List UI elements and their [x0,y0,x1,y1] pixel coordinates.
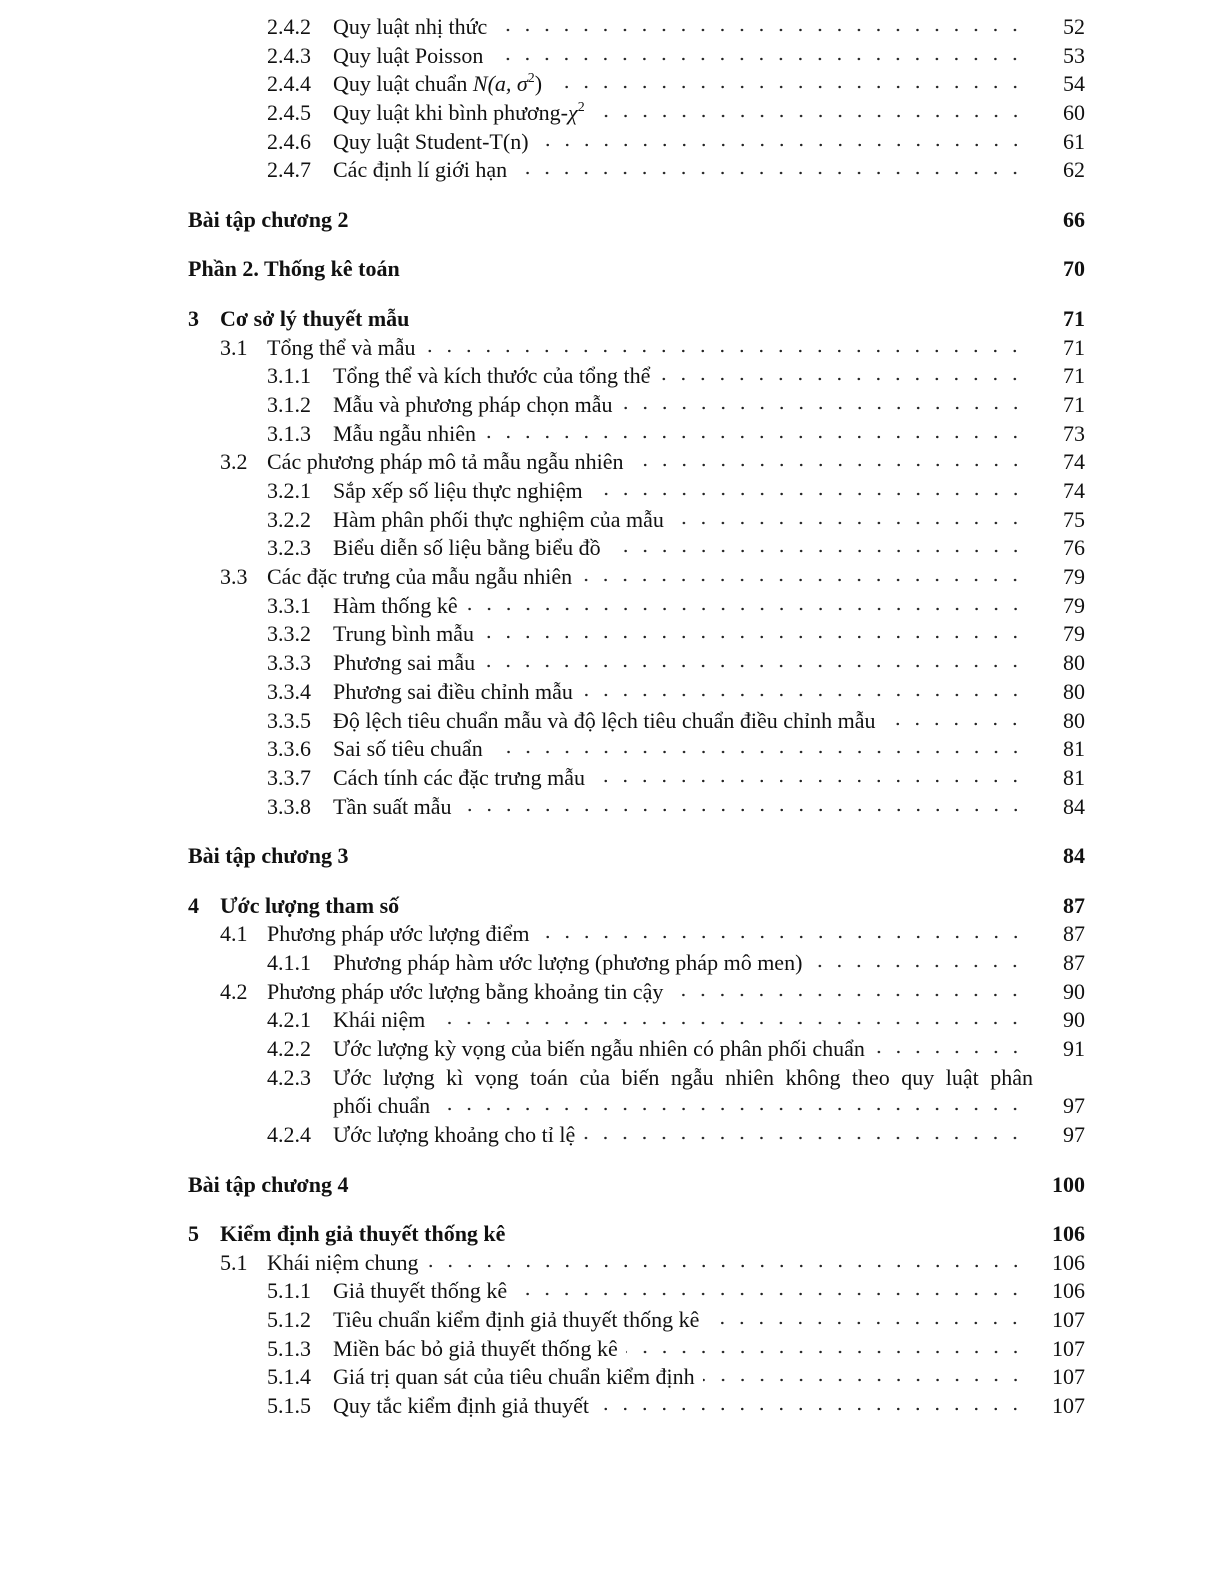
entry-title [333,1121,575,1150]
entry-number: 3.3.5 [267,707,311,733]
entry-title [267,563,572,592]
entry-title [333,592,458,621]
page-number[interactable]: 90 [1063,978,1085,1004]
entry-title [267,1249,419,1278]
entry-title-text: Khái niệm chung [267,1249,419,1275]
entry-title-text: Quy tắc kiểm định giả thuyết [333,1393,589,1419]
toc-entry[interactable] [188,842,1085,871]
dot-leader [427,1262,1025,1270]
page-number[interactable]: 74 [1063,449,1085,475]
dot-leader [707,1319,1025,1327]
entry-title [333,793,452,822]
dot-leader [621,404,1025,412]
page-number[interactable]: 60 [1063,100,1085,126]
toc-entry[interactable] [188,42,1085,71]
dot-leader [515,169,1025,177]
entry-title [333,99,585,128]
entry-title [333,678,573,707]
toc-entry[interactable] [188,707,1085,736]
entry-title [267,978,663,1007]
entry-title [333,391,613,420]
page-number[interactable]: 71 [1063,305,1085,331]
entry-title [333,1363,695,1392]
dot-leader [810,962,1025,970]
dot-leader [672,519,1025,527]
entry-title-text: Sắp xếp số liệu thực nghiệm [333,478,583,504]
page-number[interactable]: 79 [1063,564,1085,590]
entry-number: 2.4.2 [267,14,311,39]
dot-leader [495,26,1025,34]
page-number[interactable]: 97 [1063,1122,1085,1148]
entry-title-text: Các đặc trưng của mẫu ngẫu nhiên [267,564,573,590]
page-number[interactable]: 87 [1063,892,1085,918]
page-number[interactable]: 87 [1063,949,1085,975]
entry-number: 3.3.1 [267,592,311,618]
page-number[interactable]: 75 [1063,506,1085,532]
page-number[interactable]: 100 [1052,1171,1085,1197]
entry-number: 3.2.3 [267,535,311,561]
table-of-contents [188,13,1085,1421]
entry-number: 3.1.1 [267,363,311,389]
dot-leader [482,633,1025,641]
toc-entry[interactable] [188,477,1085,506]
entry-number: 4.2.4 [267,1122,311,1148]
entry-number: 3.3.6 [267,736,311,762]
entry-title [333,620,474,649]
page-number[interactable]: 90 [1063,1007,1085,1033]
dot-leader [438,1105,1025,1113]
entry-number: 4.2.2 [267,1035,311,1061]
entry-title-line2: phối chuẩn [333,1093,431,1119]
entry-title-text: Bài tập chương 3 [188,843,349,869]
entry-title [188,255,400,284]
dot-leader [609,547,1025,555]
toc-entry[interactable] [188,99,1085,128]
toc-entry[interactable] [188,920,1085,949]
dot-leader [580,576,1025,584]
entry-title-text: Phương pháp ước lượng bằng khoảng tin cậy [267,978,664,1004]
entry-title [333,534,601,563]
entry-title [267,920,530,949]
entry-title [333,128,529,157]
page-number[interactable]: 107 [1052,1335,1085,1361]
page-number[interactable]: 106 [1052,1278,1085,1304]
toc-entry[interactable] [188,1006,1085,1035]
entry-title-text: Độ lệch tiêu chuẩn mẫu và độ lệch tiêu chuẩn điều chỉnh mẫu [333,707,876,733]
entry-title [333,1306,699,1335]
dot-leader [632,461,1025,469]
toc-entry[interactable] [188,1064,1085,1093]
entry-title-text: Các phương pháp mô tả mẫu ngẫu nhiên [267,449,624,475]
dot-leader [593,777,1025,785]
page-number[interactable]: 79 [1063,592,1085,618]
entry-number: 3.1 [220,334,248,360]
entry-number: 2.4.3 [267,42,311,68]
entry-title [333,1277,507,1306]
toc-entry[interactable] [188,978,1085,1007]
dot-leader [491,748,1025,756]
toc-entry[interactable] [188,206,1085,235]
dot-leader [538,933,1025,941]
toc-entry[interactable] [188,1035,1085,1064]
entry-number: 5.1.4 [267,1364,311,1390]
toc-entry[interactable] [188,563,1085,592]
entry-number: 5.1 [220,1249,248,1275]
entry-title-text: Bài tập chương 4 [188,1171,349,1197]
entry-number: 3.2.2 [267,506,311,532]
entry-title [188,842,348,871]
entry-title [267,448,624,477]
entry-number: 5.1.5 [267,1393,311,1419]
math-expression [473,71,542,96]
toc-entry-continuation[interactable] [188,1092,1085,1121]
dot-leader [537,141,1025,149]
entry-number: 3.3.8 [267,793,311,819]
toc-entry[interactable] [188,949,1085,978]
toc-entry[interactable] [188,649,1085,678]
entry-title [333,42,483,71]
page-number[interactable]: 80 [1063,650,1085,676]
entry-number: 4.2 [220,978,248,1004]
entry-title-text: Ước lượng tham số [220,892,400,918]
page-number[interactable]: 107 [1052,1364,1085,1390]
dot-leader [583,1134,1025,1142]
entry-number: 5 [188,1221,199,1247]
dot-leader [433,1019,1025,1027]
toc-entry[interactable] [188,534,1085,563]
entry-title-text: Cơ sở lý thuyết mẫu [220,305,410,331]
entry-title [220,892,399,921]
entry-number: 4 [188,892,199,918]
entry-title-text: Quy luật khi bình phương- [333,100,568,126]
dot-leader [460,806,1025,814]
entry-title-text: Biểu diễn số liệu bằng biểu đồ [333,535,601,561]
entry-number: 2.4.5 [267,100,311,126]
entry-number: 2.4.7 [267,157,311,183]
entry-number: 4.2.1 [267,1007,311,1033]
entry-title [188,1171,348,1200]
entry-title [333,1035,865,1064]
entry-title [333,362,650,391]
math-superscript: 2 [527,71,535,87]
page-number[interactable]: 107 [1052,1393,1085,1419]
entry-title-text: Quy luật Poisson [333,42,484,68]
toc-entry[interactable] [188,735,1085,764]
dot-leader [484,433,1025,441]
toc-entry[interactable] [188,362,1085,391]
entry-title [333,70,542,99]
entry-title [220,1220,505,1249]
page-number[interactable]: 84 [1063,793,1085,819]
entry-title-text: Tần suất mẫu [333,793,452,819]
page-number[interactable]: 62 [1063,157,1085,183]
toc-entry[interactable] [188,1363,1085,1392]
entry-number: 3.3.2 [267,621,311,647]
entry-title: Ước lượng kì vọng toán của biến ngẫu nhiên không theo quy luật phân [333,1064,1033,1090]
page-number[interactable]: 87 [1063,921,1085,947]
toc-entry[interactable] [188,70,1085,99]
entry-title-text: Tổng thể và mẫu [267,334,416,360]
dot-leader [671,991,1025,999]
math-expression [568,100,585,125]
entry-title-text: Giả thuyết thống kê [333,1278,508,1304]
math-base: χ [568,100,578,126]
entry-title-text: Giá trị quan sát của tiêu chuẩn kiểm định [333,1364,695,1390]
entry-title-text: Sai số tiêu chuẩn [333,736,483,762]
page-number[interactable]: 73 [1063,420,1085,446]
entry-title-text: Hàm thống kê [333,592,458,618]
toc-entry[interactable] [188,13,1085,42]
dot-leader [515,1290,1025,1298]
page-number[interactable]: 66 [1063,206,1085,232]
page-number[interactable]: 81 [1063,764,1085,790]
dot-leader [591,490,1025,498]
entry-number: 3.3 [220,564,248,590]
page-number[interactable]: 80 [1063,678,1085,704]
toc-entry[interactable] [188,1121,1085,1150]
entry-title-text: Mẫu ngẫu nhiên [333,420,476,446]
dot-leader [593,112,1025,120]
entry-number: 5.1.2 [267,1307,311,1333]
dot-leader [597,1405,1025,1413]
page-number[interactable]: 71 [1063,391,1085,417]
dot-leader [423,347,1025,355]
entry-number: 4.1.1 [267,949,311,975]
toc-entry[interactable] [188,1277,1085,1306]
math-base: N(a, σ [472,71,528,97]
entry-title [333,420,476,449]
toc-entry[interactable] [188,1220,1085,1249]
entry-number: 4.2.3 [267,1064,311,1090]
entry-title [333,1006,425,1035]
dot-leader [466,605,1025,613]
entry-number: 3.3.3 [267,650,311,676]
entry-title-text: Phần 2. Thống kê toán [188,256,400,282]
entry-title-text: Phương sai điều chỉnh mẫu [333,678,573,704]
entry-title [267,334,415,363]
entry-title-text: Các định lí giới hạn [333,157,508,183]
entry-title-text: Kiểm định giả thuyết thống kê [220,1221,506,1247]
dot-leader [883,720,1025,728]
entry-number: 3.3.7 [267,764,311,790]
toc-entry[interactable] [188,1335,1085,1364]
entry-title-text: Tổng thể và kích thước của tổng thể [333,363,651,389]
entry-title-text: Trung bình mẫu [333,621,474,647]
entry-title [333,735,483,764]
dot-leader [626,1348,1025,1356]
entry-title-text: Ước lượng kỳ vọng của biến ngẫu nhiên có phân phối chuẩn [333,1035,865,1061]
toc-entry[interactable] [188,892,1085,921]
toc-entry[interactable] [188,592,1085,621]
page-number[interactable]: 91 [1063,1035,1085,1061]
entry-number: 3.3.4 [267,678,311,704]
entry-number: 2.4.4 [267,71,311,97]
toc-entry[interactable] [188,678,1085,707]
dot-leader [491,55,1025,63]
page-number[interactable]: 106 [1052,1249,1085,1275]
entry-title [333,156,507,185]
toc-entry[interactable] [188,764,1085,793]
entry-number: 5.1.3 [267,1335,311,1361]
entry-title [333,707,875,736]
page-number[interactable]: 74 [1063,478,1085,504]
entry-number: 3.2 [220,449,248,475]
entry-title-text: Tiêu chuẩn kiểm định giả thuyết thống kê [333,1307,700,1333]
page-number[interactable]: 52 [1063,14,1085,39]
toc-entry[interactable] [188,156,1085,185]
page-number[interactable]: 97 [1063,1093,1085,1119]
toc-entry[interactable] [188,620,1085,649]
entry-title-text: Quy luật nhị thức [333,14,488,39]
entry-title [220,305,409,334]
entry-title [333,13,487,42]
entry-title-text: Miền bác bỏ giả thuyết thống kê [333,1335,618,1361]
page-number[interactable]: 106 [1052,1221,1085,1247]
page-number[interactable]: 107 [1052,1307,1085,1333]
entry-number: 3.1.3 [267,420,311,446]
dot-leader [581,691,1025,699]
toc-entry[interactable] [188,305,1085,334]
entry-number: 5.1.1 [267,1278,311,1304]
entry-title [333,949,802,978]
entry-number: 3 [188,305,199,331]
toc-entry[interactable] [188,255,1085,284]
toc-entry[interactable] [188,1392,1085,1421]
dot-leader [550,83,1025,91]
page-number[interactable]: 81 [1063,736,1085,762]
entry-title-text: Quy luật chuẩn [333,71,473,97]
entry-number: 3.1.2 [267,391,311,417]
entry-title [333,1335,618,1364]
entry-title-text: Quy luật Student-T(n) [333,128,529,154]
toc-entry[interactable] [188,128,1085,157]
math-superscript: 2 [577,100,585,116]
page-number[interactable]: 53 [1063,42,1085,68]
entry-title [333,649,475,678]
entry-title-text: Mẫu và phương pháp chọn mẫu [333,391,613,417]
dot-leader [658,375,1025,383]
math-after: ) [534,71,543,97]
entry-number: 3.2.1 [267,478,311,504]
entry-title-text: Khái niệm [333,1007,426,1033]
entry-title-text: Cách tính các đặc trưng mẫu [333,764,585,790]
toc-entry[interactable] [188,506,1085,535]
toc-entry[interactable] [188,334,1085,363]
toc-entry[interactable] [188,1249,1085,1278]
dot-leader [703,1376,1025,1384]
entry-title [333,506,664,535]
page-number[interactable]: 54 [1063,71,1085,97]
entry-title [333,477,583,506]
toc-entry[interactable] [188,448,1085,477]
entry-title [188,206,348,235]
page-number[interactable]: 79 [1063,621,1085,647]
toc-entry[interactable] [188,1306,1085,1335]
dot-leader [873,1048,1025,1056]
entry-title-text: Hàm phân phối thực nghiệm của mẫu [333,506,664,532]
entry-title [333,764,585,793]
page-number[interactable]: 70 [1063,256,1085,282]
page-number[interactable]: 76 [1063,535,1085,561]
page-number[interactable]: 84 [1063,843,1085,869]
toc-entry[interactable] [188,1171,1085,1200]
entry-number: 4.1 [220,921,248,947]
entry-title-text: Phương pháp hàm ước lượng (phương pháp mô men) [333,949,803,975]
entry-title [333,1392,589,1421]
toc-entry[interactable] [188,391,1085,420]
page-number[interactable]: 61 [1063,128,1085,154]
page-number[interactable]: 71 [1063,334,1085,360]
dot-leader [483,662,1025,670]
toc-entry[interactable] [188,420,1085,449]
toc-entry[interactable] [188,793,1085,822]
entry-title-text: Phương sai mẫu [333,650,476,676]
entry-title-text: Phương pháp ước lượng điểm [267,921,530,947]
page-number[interactable]: 71 [1063,363,1085,389]
page-number[interactable]: 80 [1063,707,1085,733]
entry-title-text: Ước lượng khoảng cho tỉ lệ [333,1122,576,1148]
entry-number: 2.4.6 [267,128,311,154]
entry-title-text: Bài tập chương 2 [188,206,349,232]
